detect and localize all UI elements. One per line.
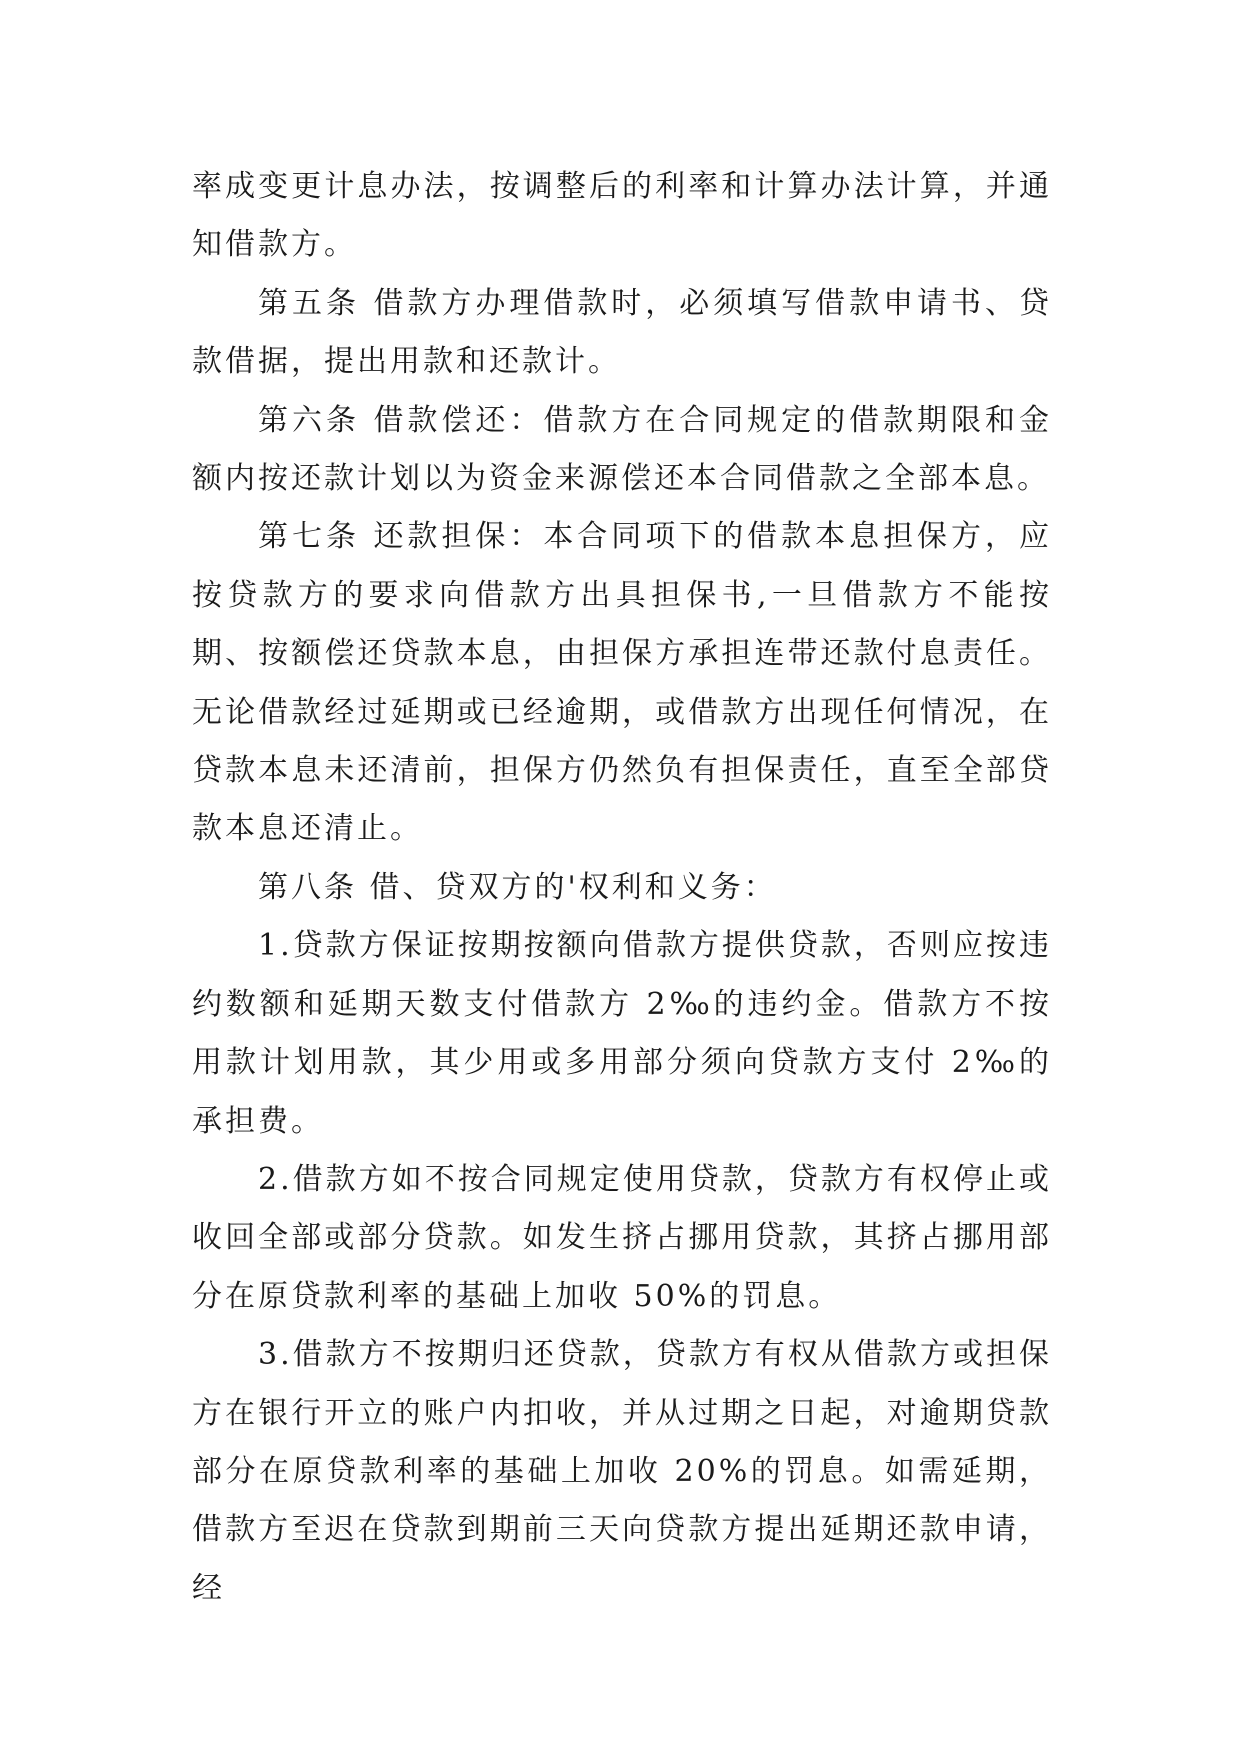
paragraph-clause-2: 2.借款方如不按合同规定使用贷款，贷款方有权停止或收回全部或部分贷款。如发生挤占挪用贷款，其挤占挪用部分在原贷款利率的基础上加收 50%的罚息。 bbox=[192, 1161, 1052, 1314]
paragraph-clause-1: 1.贷款方保证按期按额向借款方提供贷款，否则应按违约数额和延期天数支付借款方 2‰的违约金。借款方不按用款计划用款，其少用或多用部分须向贷款方支付 2‰的承担费。 bbox=[192, 928, 1052, 1139]
paragraph-article-5: 第五条 借款方办理借款时，必须填写借款申请书、贷款借据，提出用款和还款计。 bbox=[192, 285, 1052, 380]
paragraph-article-7: 第七条 还款担保：本合同项下的借款本息担保方，应按贷款方的要求向借款方出具担保书,一旦借款方不能按期、按额偿还贷款本息，由担保方承担连带还款付息责任。无论借款经过延期或已经逾期，或借款方出现任何情况，在贷款本息未还清前，担保方仍然负有担保责任，直至全部贷款本息还清止。 bbox=[192, 519, 1052, 847]
paragraph-article-6: 第六条 借款偿还：借款方在合同规定的借款期限和金额内按还款计划以为资金来源偿还本合同借款之全部本息。 bbox=[192, 402, 1052, 497]
document-page bbox=[192, 158, 1052, 1618]
paragraph-interest-change: 率成变更计息办法，按调整后的利率和计算办法计算，并通知借款方。 bbox=[192, 169, 1052, 263]
paragraph-article-8: 第八条 借、贷双方的'权利和义务： bbox=[258, 869, 777, 905]
paragraph-clause-3: 3.借款方不按期归还贷款，贷款方有权从借款方或担保方在银行开立的账户内扣收，并从过期之日起，对逾期贷款部分在原贷款利率的基础上加收 20%的罚息。如需延期，借款方至迟在贷款到期前三天向贷款方提出延期还款申请，经 bbox=[192, 1337, 1052, 1606]
